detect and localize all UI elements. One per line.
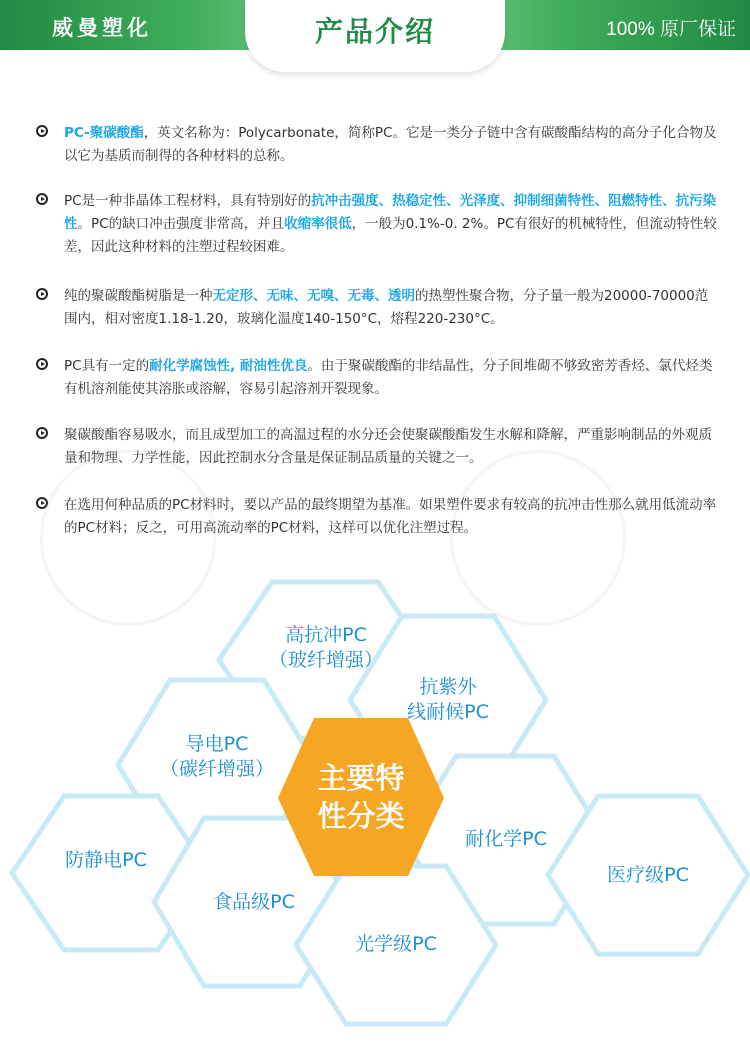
body-text: ，一般为0.1%-0. 2%。PC有很好的机械特性，但流动特性较差，因此这种材料的注塑过程较困难。 [64,216,717,255]
hex-label-line: 光学级PC [355,933,437,955]
hex-label-high-impact [251,623,401,673]
paragraph-text [64,355,719,401]
hex-label-line: 高抗冲PC [285,624,367,646]
highlight-text: 收缩率很低 [284,216,352,232]
hex-label-line: 抗紫外 [419,676,477,698]
paragraph-text [64,122,719,168]
hex-label-line: 食品级PC [213,891,295,913]
arrow-bullet-icon [36,427,48,439]
hex-label-center [296,759,426,835]
hex-label-line: 线耐候PC [407,701,489,723]
body-text: ，英文名称为：Polycarbonate，简称PC。它是一类分子链中含有碳酸酯结构的高分子化合物及以它为基质而制得的各种材料的总称。 [64,125,717,164]
highlight-text: 无定形、无味、无嗅、无毒、透明 [212,288,415,304]
highlight-text: PC-聚碳酸酯 [64,125,144,141]
property-hexagon-cluster [0,560,750,1048]
body-text: 的热塑性聚合物，分子量一般为20000-70000范围内，相对密度1.18-1.20，玻璃化温度140-150°C，熔程220-230°C。 [64,288,709,327]
brand-name: 威曼塑化 [52,15,152,40]
hex-label-line: 主要特 [317,761,405,795]
arrow-bullet-icon [36,125,48,137]
body-text: PC是一种非晶体工程材料，具有特别好的 [64,193,312,209]
hex-label-chemical [431,827,581,852]
hex-label-food [179,890,329,915]
highlight-text: 耐化学腐蚀性, 耐油性优良 [149,358,308,374]
body-text: 在选用何种品质的PC材料时，要以产品的最终期望为基准。如果塑件要求有较高的抗冲击性那么就用低流动率的PC材料；反之，可用高流动率的PC材料，这样可以优化注塑过程。 [64,497,717,536]
hex-label-line: 导电PC [185,733,249,755]
body-text: 纯的聚碳酸酯树脂是一种 [64,288,213,304]
hex-label-line: 性分类 [317,799,405,833]
section-title: 产品介绍 [314,15,435,48]
paragraph-text [64,285,719,331]
hex-label-conductive [147,732,287,782]
hex-label-line: 耐化学PC [465,828,547,850]
hex-label-line: 防静电PC [65,849,147,871]
highlight-text: 抗冲击强度、热稳定性、光泽度、抑制细菌特性、阻燃特性、抗污染性 [64,193,717,232]
arrow-bullet-icon [36,288,48,300]
hex-label-uv [388,675,508,725]
hex-label-line: 医疗级PC [607,864,689,886]
hex-label-optical [321,932,471,957]
hex-label-line: （玻纤增强） [268,649,383,671]
body-text: PC具有一定的 [64,358,150,374]
paragraph-text [64,190,719,259]
arrow-bullet-icon [36,193,48,205]
guarantee-text: 100% 原厂保证 [606,19,736,40]
hex-label-medical [573,863,723,888]
arrow-bullet-icon [36,358,48,370]
body-text: 聚碳酸酯容易吸水，而且成型加工的高温过程的水分还会使聚碳酸酯发生水解和降解，严重影响制品的外观质量和物理、力学性能，因此控制水分含量是保证制品质量的关键之一。 [64,427,712,466]
body-text: 。由于聚碳酸酯的非结晶性，分子间堆砌不够致密芳香烃、氯代烃类有机溶剂能使其溶胀或溶解，容易引起溶剂开裂现象。 [64,358,713,397]
hex-label-line: （碳纤增强） [159,758,274,780]
body-text: 。PC的缺口冲击强度非常高，并且 [77,216,285,232]
hex-label-antistatic [31,848,181,873]
